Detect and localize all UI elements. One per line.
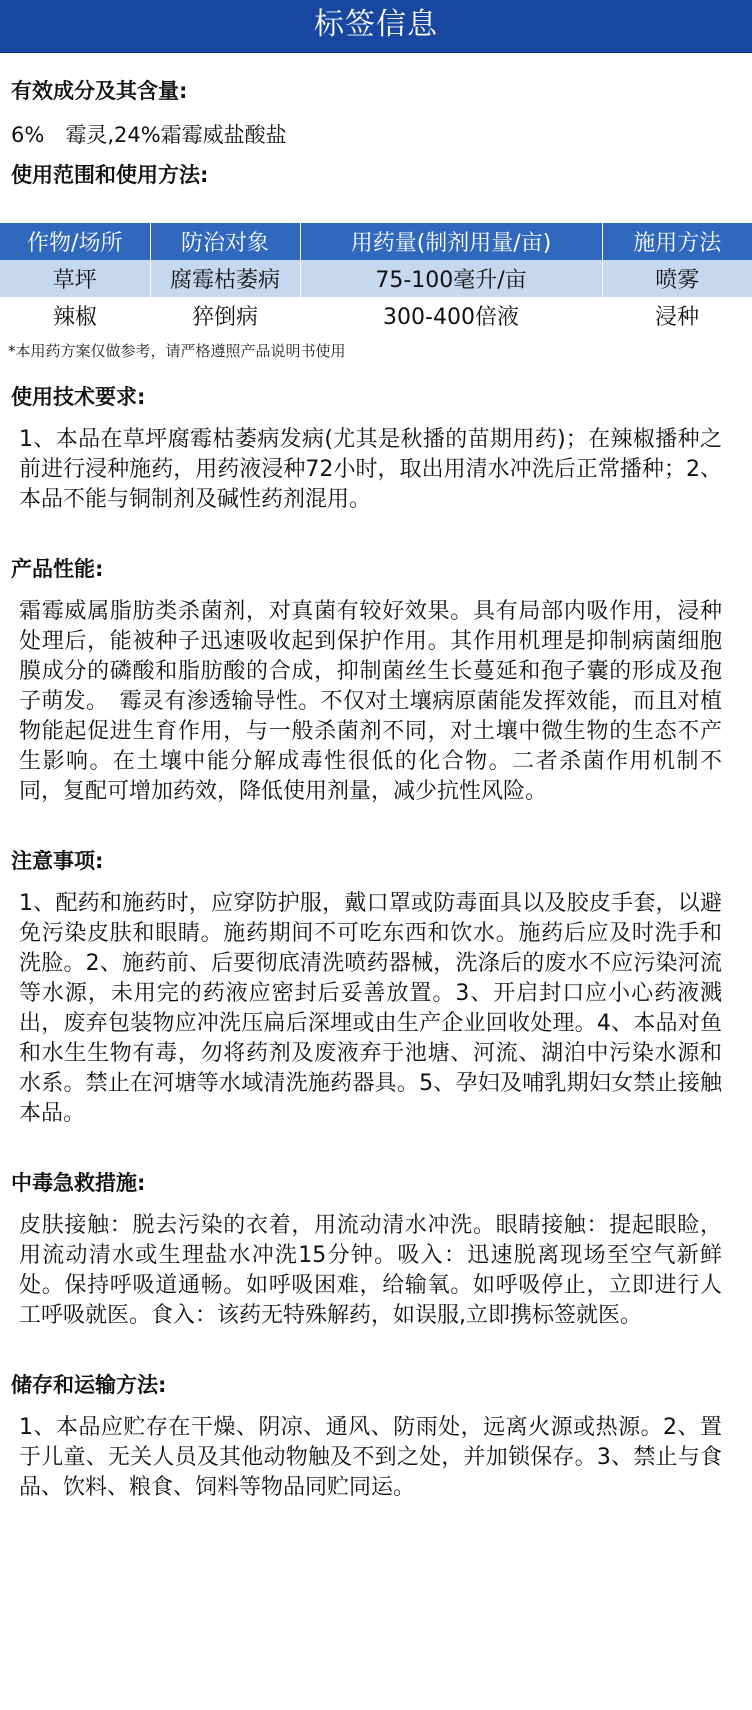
technical-text: 1、本品在草坪腐霉枯萎病发病(尤其是秋播的苗期用药)；在辣椒播种之前进行浸种施药，用药液浸种72小时，取出用清水冲洗后正常播种；2、本品不能与铜制剂及碱性药剂混用。 [19, 427, 722, 512]
active-ingredient-value: 6% 霉灵,24%霜霉威盐酸盐 [11, 123, 287, 147]
col-method: 施用方法 [602, 223, 752, 260]
cell-crop: 草坪 [0, 260, 150, 297]
section-storage [0, 1369, 752, 1503]
performance-title: 产品性能: [11, 557, 104, 581]
usage-table-header-row [0, 223, 752, 260]
cell-dosage: 75-100毫升/亩 [300, 260, 602, 297]
performance-text: 霜霉威属脂肪类杀菌剂，对真菌有较好效果。具有局部内吸作用，浸种处理后，能被种子迅速吸收起到保护作用。其作用机理是抑制病菌细胞膜成分的磷酸和脂肪酸的合成，抑制菌丝生长蔓延和孢子囊的形成及孢子萌发。 霉灵有渗透输导性。不仅对土壤病原菌能发挥效能，而且对植物能起促进生育作用，与一般杀菌剂不同，对土壤中微生物的生态不产生影响。在土壤中能分解成毒性很低的化合物。二者杀菌作用机制不同，复配可增加药效，降低使用剂量，减少抗性风险。 [19, 599, 722, 804]
header-title: 标签信息 [314, 7, 438, 42]
cell-target: 腐霉枯萎病 [150, 260, 300, 297]
col-dosage: 用药量(制剂用量/亩) [300, 223, 602, 260]
storage-title: 储存和运输方法: [11, 1373, 167, 1397]
page-header [0, 0, 752, 53]
usage-note: *本用药方案仅做参考，请严格遵照产品说明书使用 [8, 342, 346, 360]
col-crop: 作物/场所 [0, 223, 150, 260]
cell-method: 浸种 [602, 297, 752, 334]
section-usage [0, 159, 752, 361]
precautions-title: 注意事项: [11, 849, 104, 873]
section-first-aid [0, 1167, 752, 1331]
technical-title: 使用技术要求: [11, 385, 146, 409]
active-ingredient-title: 有效成分及其含量: [11, 79, 188, 103]
table-row [0, 297, 752, 334]
section-active-ingredient [0, 75, 752, 149]
cell-target: 猝倒病 [150, 297, 300, 334]
storage-text: 1、本品应贮存在干燥、阴凉、通风、防雨处，远离火源或热源。2、置于儿童、无关人员及其他动物触及不到之处，并加锁保存。3、禁止与食品、饮料、粮食、饲料等物品同贮同运。 [19, 1415, 722, 1500]
col-target: 防治对象 [150, 223, 300, 260]
table-row [0, 260, 752, 297]
usage-title: 使用范围和使用方法: [11, 163, 209, 187]
first-aid-title: 中毒急救措施: [11, 1171, 146, 1195]
precautions-text: 1、配药和施药时，应穿防护服，戴口罩或防毒面具以及胶皮手套，以避免污染皮肤和眼睛。施药期间不可吃东西和饮水。施药后应及时洗手和洗脸。2、施药前、后要彻底清洗喷药器械，洗涤后的废水不应污染河流等水源，未用完的药液应密封后妥善放置。3、开启封口应小心药液溅出，废弃包装物应冲洗压扁后深埋或由生产企业回收处理。4、本品对鱼和水生生物有毒，勿将药剂及废液弃于池塘、河流、湖泊中污染水源和水系。禁止在河塘等水域清洗施药器具。5、孕妇及哺乳期妇女禁止接触本品。 [19, 891, 722, 1126]
usage-table [0, 223, 752, 334]
cell-crop: 辣椒 [0, 297, 150, 334]
first-aid-text: 皮肤接触：脱去污染的衣着，用流动清水冲洗。眼睛接触：提起眼睑，用流动清水或生理盐水冲洗15分钟。吸入：迅速脱离现场至空气新鲜处。保持呼吸道通畅。如呼吸困难，给输氧。如呼吸停止，立即进行人工呼吸就医。食入：该药无特殊解药，如误服,立即携标签就医。 [19, 1213, 722, 1328]
section-technical [0, 381, 752, 515]
cell-method: 喷雾 [602, 260, 752, 297]
section-performance [0, 553, 752, 807]
cell-dosage: 300-400倍液 [300, 297, 602, 334]
section-precautions [0, 845, 752, 1129]
